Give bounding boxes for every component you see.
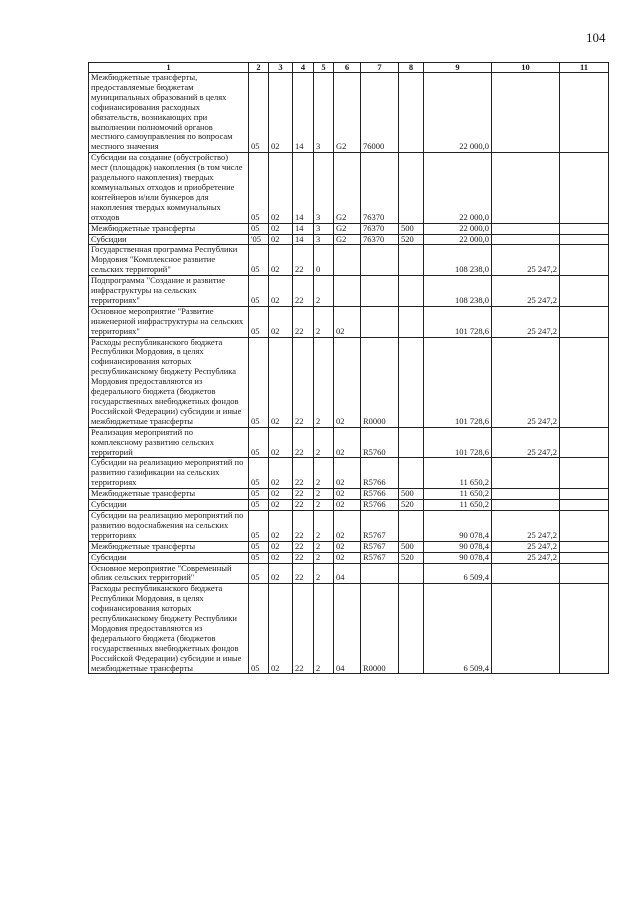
row-cell-col-5: 2 xyxy=(314,510,334,541)
row-cell-col-9: 6 509,4 xyxy=(424,584,492,674)
row-cell-col-10 xyxy=(492,458,560,489)
row-cell-col-4: 22 xyxy=(293,500,314,511)
table-row xyxy=(89,223,609,234)
row-cell-col-4: 14 xyxy=(293,153,314,223)
column-header-11: 11 xyxy=(560,63,609,73)
row-cell-col-7: 76370 xyxy=(361,223,399,234)
row-cell-col-6: 02 xyxy=(334,541,361,552)
row-name-cell: Межбюджетные трансферты xyxy=(89,223,249,234)
row-cell-col-9: 22 000,0 xyxy=(424,73,492,153)
row-cell-col-5: 2 xyxy=(314,427,334,458)
table-row xyxy=(89,337,609,427)
row-cell-col-4: 14 xyxy=(293,223,314,234)
row-cell-col-9: 22 000,0 xyxy=(424,234,492,245)
row-cell-col-11 xyxy=(560,245,609,276)
row-cell-col-4: 22 xyxy=(293,489,314,500)
row-cell-col-7: R5760 xyxy=(361,427,399,458)
row-cell-col-11 xyxy=(560,276,609,307)
row-cell-col-11 xyxy=(560,306,609,337)
row-cell-col-7: R5766 xyxy=(361,458,399,489)
row-cell-col-9: 22 000,0 xyxy=(424,223,492,234)
table-body xyxy=(89,73,609,674)
row-cell-col-4: 22 xyxy=(293,510,314,541)
row-cell-col-2: 05 xyxy=(249,223,269,234)
row-cell-col-5: 3 xyxy=(314,153,334,223)
row-cell-col-4: 22 xyxy=(293,245,314,276)
row-cell-col-9: 108 238,0 xyxy=(424,276,492,307)
row-cell-col-11 xyxy=(560,458,609,489)
row-cell-col-8 xyxy=(399,337,424,427)
table-row xyxy=(89,306,609,337)
row-cell-col-5: 3 xyxy=(314,234,334,245)
row-cell-col-3: 02 xyxy=(269,584,293,674)
column-header-3: 3 xyxy=(269,63,293,73)
row-cell-col-10: 25 247,2 xyxy=(492,306,560,337)
row-cell-col-3: 02 xyxy=(269,73,293,153)
row-cell-col-9: 11 650,2 xyxy=(424,489,492,500)
row-name-cell: Субсидии xyxy=(89,552,249,563)
row-cell-col-7: R5766 xyxy=(361,500,399,511)
row-cell-col-8: 500 xyxy=(399,541,424,552)
row-cell-col-2: 05 xyxy=(249,337,269,427)
row-cell-col-2: 05 xyxy=(249,306,269,337)
row-cell-col-10 xyxy=(492,500,560,511)
row-cell-col-2: 05 xyxy=(249,276,269,307)
row-cell-col-9: 22 000,0 xyxy=(424,153,492,223)
row-cell-col-3: 02 xyxy=(269,245,293,276)
table-row xyxy=(89,563,609,584)
row-cell-col-6: G2 xyxy=(334,234,361,245)
row-cell-col-7 xyxy=(361,245,399,276)
row-cell-col-3: 02 xyxy=(269,541,293,552)
row-cell-col-3: 02 xyxy=(269,563,293,584)
column-header-9: 9 xyxy=(424,63,492,73)
row-cell-col-10: 25 247,2 xyxy=(492,541,560,552)
row-cell-col-7: R0000 xyxy=(361,584,399,674)
row-cell-col-5: 2 xyxy=(314,500,334,511)
table-row xyxy=(89,500,609,511)
row-cell-col-3: 02 xyxy=(269,552,293,563)
table-row xyxy=(89,552,609,563)
row-name-cell: Расходы республиканского бюджета Республики Мордовия, в целях софинансирования которых республиканскому бюджету Республика Мордовия предоставляются из федерального бюджета (бюджетов государственных внебюджетных фондов Российской Федерации) субсидии и иные межбюджетные трансферты xyxy=(89,337,249,427)
row-cell-col-10: 25 247,2 xyxy=(492,552,560,563)
row-cell-col-5: 3 xyxy=(314,223,334,234)
row-cell-col-6: 02 xyxy=(334,552,361,563)
row-name-cell: Основное мероприятие "Развитие инженерной инфраструктуры на сельских территориях" xyxy=(89,306,249,337)
row-cell-col-9: 90 078,4 xyxy=(424,541,492,552)
row-cell-col-5: 2 xyxy=(314,458,334,489)
row-cell-col-2: 05 xyxy=(249,584,269,674)
column-header-6: 6 xyxy=(334,63,361,73)
row-cell-col-9: 108 238,0 xyxy=(424,245,492,276)
row-cell-col-10 xyxy=(492,489,560,500)
row-cell-col-4: 22 xyxy=(293,563,314,584)
row-cell-col-2: 05 xyxy=(249,552,269,563)
row-cell-col-8: 500 xyxy=(399,489,424,500)
row-cell-col-11 xyxy=(560,73,609,153)
row-cell-col-3: 02 xyxy=(269,306,293,337)
row-cell-col-7: R5767 xyxy=(361,510,399,541)
row-cell-col-5: 2 xyxy=(314,541,334,552)
row-name-cell: Расходы республиканского бюджета Республики Мордовия, в целях софинансирования которых республиканскому бюджету Республики Мордовия предоставляются из федерального бюджета (бюджетов государственных внебюджетных фондов Российской Федерации) субсидии и иные межбюджетные трансферты xyxy=(89,584,249,674)
row-cell-col-8 xyxy=(399,73,424,153)
row-cell-col-5: 2 xyxy=(314,552,334,563)
table-row xyxy=(89,234,609,245)
row-cell-col-7: R5767 xyxy=(361,552,399,563)
row-cell-col-8: 520 xyxy=(399,234,424,245)
table-row xyxy=(89,245,609,276)
page-number: 104 xyxy=(586,30,606,45)
row-cell-col-5: 2 xyxy=(314,584,334,674)
row-cell-col-8 xyxy=(399,306,424,337)
row-cell-col-6: G2 xyxy=(334,153,361,223)
row-name-cell: Реализация мероприятий по комплексному развитию сельских территорий xyxy=(89,427,249,458)
row-name-cell: Межбюджетные трансферты xyxy=(89,489,249,500)
row-cell-col-8 xyxy=(399,153,424,223)
row-cell-col-8 xyxy=(399,510,424,541)
row-cell-col-7: R5767 xyxy=(361,541,399,552)
row-cell-col-10 xyxy=(492,584,560,674)
row-cell-col-5: 2 xyxy=(314,563,334,584)
row-cell-col-8: 520 xyxy=(399,500,424,511)
row-cell-col-11 xyxy=(560,552,609,563)
row-cell-col-6: G2 xyxy=(334,223,361,234)
row-cell-col-6 xyxy=(334,276,361,307)
column-header-7: 7 xyxy=(361,63,399,73)
row-cell-col-7 xyxy=(361,563,399,584)
column-header-1: 1 xyxy=(89,63,249,73)
column-header-8: 8 xyxy=(399,63,424,73)
row-cell-col-11 xyxy=(560,337,609,427)
row-cell-col-5: 2 xyxy=(314,306,334,337)
row-cell-col-11 xyxy=(560,584,609,674)
row-cell-col-6: 02 xyxy=(334,489,361,500)
column-header-5: 5 xyxy=(314,63,334,73)
row-cell-col-6: 02 xyxy=(334,337,361,427)
row-cell-col-10: 25 247,2 xyxy=(492,337,560,427)
row-cell-col-8 xyxy=(399,245,424,276)
row-cell-col-3: 02 xyxy=(269,153,293,223)
row-cell-col-9: 101 728,6 xyxy=(424,427,492,458)
row-cell-col-2: '05 xyxy=(249,234,269,245)
row-cell-col-4: 14 xyxy=(293,234,314,245)
row-cell-col-7: R5766 xyxy=(361,489,399,500)
row-cell-col-11 xyxy=(560,563,609,584)
row-cell-col-4: 22 xyxy=(293,458,314,489)
table-row xyxy=(89,427,609,458)
row-cell-col-2: 05 xyxy=(249,153,269,223)
row-cell-col-2: 05 xyxy=(249,73,269,153)
row-cell-col-2: 05 xyxy=(249,510,269,541)
row-name-cell: Субсидии xyxy=(89,500,249,511)
row-cell-col-10 xyxy=(492,73,560,153)
row-cell-col-3: 02 xyxy=(269,234,293,245)
row-cell-col-10 xyxy=(492,223,560,234)
row-cell-col-8 xyxy=(399,584,424,674)
row-cell-col-3: 02 xyxy=(269,500,293,511)
row-cell-col-11 xyxy=(560,541,609,552)
row-name-cell: Подпрограмма "Создание и развитие инфраструктуры на сельских территориях" xyxy=(89,276,249,307)
row-cell-col-9: 90 078,4 xyxy=(424,552,492,563)
row-cell-col-3: 02 xyxy=(269,427,293,458)
row-cell-col-8 xyxy=(399,458,424,489)
row-cell-col-6: 02 xyxy=(334,500,361,511)
row-cell-col-6: 02 xyxy=(334,427,361,458)
row-cell-col-5: 2 xyxy=(314,489,334,500)
table-row xyxy=(89,73,609,153)
table-row xyxy=(89,276,609,307)
row-cell-col-5: 2 xyxy=(314,276,334,307)
row-cell-col-5: 0 xyxy=(314,245,334,276)
row-cell-col-6: 04 xyxy=(334,584,361,674)
row-cell-col-10: 25 247,2 xyxy=(492,245,560,276)
row-cell-col-10 xyxy=(492,234,560,245)
row-cell-col-9: 11 650,2 xyxy=(424,500,492,511)
table-row xyxy=(89,153,609,223)
row-name-cell: Субсидии на создание (обустройство) мест (площадок) накопления (в том числе раздельного накопления) твердых коммунальных отходов и приобретение контейнеров и/или бункеров для накопления твердых коммунальных отходов xyxy=(89,153,249,223)
budget-table xyxy=(88,62,609,674)
row-cell-col-11 xyxy=(560,427,609,458)
row-cell-col-4: 22 xyxy=(293,552,314,563)
row-cell-col-9: 101 728,6 xyxy=(424,337,492,427)
row-name-cell: Субсидии на реализацию мероприятий по развитию газификации на сельских территориях xyxy=(89,458,249,489)
row-cell-col-3: 02 xyxy=(269,276,293,307)
row-cell-col-10 xyxy=(492,153,560,223)
row-cell-col-4: 22 xyxy=(293,306,314,337)
row-cell-col-11 xyxy=(560,153,609,223)
row-cell-col-7: 76370 xyxy=(361,153,399,223)
column-header-10: 10 xyxy=(492,63,560,73)
row-cell-col-7 xyxy=(361,306,399,337)
table-row xyxy=(89,584,609,674)
row-cell-col-4: 22 xyxy=(293,276,314,307)
row-cell-col-3: 02 xyxy=(269,489,293,500)
row-cell-col-8 xyxy=(399,427,424,458)
row-cell-col-6: 02 xyxy=(334,458,361,489)
row-cell-col-4: 22 xyxy=(293,584,314,674)
row-name-cell: Межбюджетные трансферты, предоставляемые бюджетам муниципальных образований в целях софинансирования расходных обязательств, возникающих при выполнении полномочий органов местного самоуправления по вопросам местного значения xyxy=(89,73,249,153)
table-row xyxy=(89,541,609,552)
row-name-cell: Государственная программа Республики Мордовия "Комплексное развитие сельских территорий" xyxy=(89,245,249,276)
table-row xyxy=(89,458,609,489)
row-cell-col-6: 02 xyxy=(334,510,361,541)
row-name-cell: Межбюджетные трансферты xyxy=(89,541,249,552)
row-cell-col-6: 04 xyxy=(334,563,361,584)
row-cell-col-5: 2 xyxy=(314,337,334,427)
row-cell-col-2: 05 xyxy=(249,500,269,511)
row-cell-col-2: 05 xyxy=(249,541,269,552)
row-cell-col-8: 500 xyxy=(399,223,424,234)
row-cell-col-4: 22 xyxy=(293,337,314,427)
row-cell-col-9: 101 728,6 xyxy=(424,306,492,337)
row-cell-col-8: 520 xyxy=(399,552,424,563)
row-cell-col-10: 25 247,2 xyxy=(492,427,560,458)
row-cell-col-6: 02 xyxy=(334,306,361,337)
row-cell-col-4: 22 xyxy=(293,427,314,458)
row-cell-col-3: 02 xyxy=(269,223,293,234)
row-cell-col-9: 90 078,4 xyxy=(424,510,492,541)
row-cell-col-11 xyxy=(560,500,609,511)
row-name-cell: Субсидии на реализацию мероприятий по развитию водоснабжения на сельских территориях xyxy=(89,510,249,541)
row-cell-col-8 xyxy=(399,276,424,307)
row-cell-col-2: 05 xyxy=(249,563,269,584)
table-row xyxy=(89,510,609,541)
row-cell-col-7: 76000 xyxy=(361,73,399,153)
header-row xyxy=(89,63,609,73)
row-cell-col-3: 02 xyxy=(269,458,293,489)
row-cell-col-10: 25 247,2 xyxy=(492,510,560,541)
row-cell-col-3: 02 xyxy=(269,337,293,427)
row-cell-col-11 xyxy=(560,510,609,541)
table-row xyxy=(89,489,609,500)
table-header xyxy=(89,63,609,73)
row-cell-col-9: 6 509,4 xyxy=(424,563,492,584)
row-cell-col-7: 76370 xyxy=(361,234,399,245)
row-cell-col-2: 05 xyxy=(249,458,269,489)
column-header-4: 4 xyxy=(293,63,314,73)
row-cell-col-2: 05 xyxy=(249,245,269,276)
row-name-cell: Субсидии xyxy=(89,234,249,245)
row-cell-col-10 xyxy=(492,563,560,584)
row-name-cell: Основное мероприятие "Современный облик сельских территорий" xyxy=(89,563,249,584)
row-cell-col-5: 3 xyxy=(314,73,334,153)
row-cell-col-7 xyxy=(361,276,399,307)
row-cell-col-6: G2 xyxy=(334,73,361,153)
row-cell-col-7: R0000 xyxy=(361,337,399,427)
row-cell-col-10: 25 247,2 xyxy=(492,276,560,307)
row-cell-col-2: 05 xyxy=(249,427,269,458)
row-cell-col-9: 11 650,2 xyxy=(424,458,492,489)
row-cell-col-11 xyxy=(560,223,609,234)
row-cell-col-6 xyxy=(334,245,361,276)
row-cell-col-8 xyxy=(399,563,424,584)
row-cell-col-4: 22 xyxy=(293,541,314,552)
row-cell-col-3: 02 xyxy=(269,510,293,541)
column-header-2: 2 xyxy=(249,63,269,73)
row-cell-col-11 xyxy=(560,489,609,500)
row-cell-col-4: 14 xyxy=(293,73,314,153)
row-cell-col-11 xyxy=(560,234,609,245)
row-cell-col-2: 05 xyxy=(249,489,269,500)
